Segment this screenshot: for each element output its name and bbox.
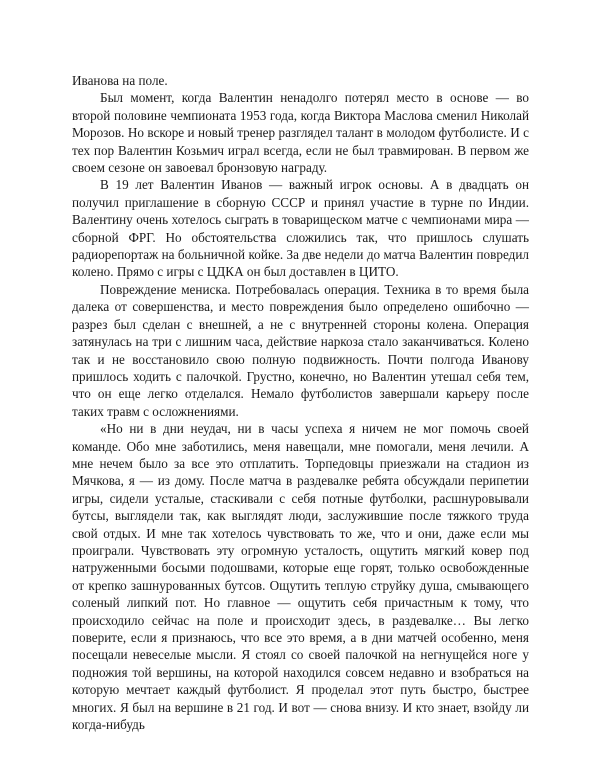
paragraph-meniscus-operation: Повреждение мениска. Потребовалась операция. Техника в то время была далека от совершенства, и место повреждения было определено ошибочно — разрез был сделан с внешней, а не с внутренней стороны колена. Операция затянулась на три с лишним часа, действие наркоза стало заканчиваться. Колено так и не восстановило свою полную подвижность. Почти полгода Иванову пришлось ходить с палочкой. Грустно, конечно, но Валентин утешал себя тем, что он еще легко отделался. Немало футболистов завершали карьеру после таких травм с осложнениями. — [72, 281, 529, 419]
paragraph-continuation: Иванова на поле. — [72, 73, 168, 88]
paragraph-place-in-lineup: Был момент, когда Валентин ненадолго потерял место в основе — во второй половине чемпионата 1953 года, когда Виктора Маслова сменил Николай Морозов. Но вскоре и новый тренер разглядел талант в молодом футболисте. И с тех пор Валентин Козьмич играл всегда, если не был травмирован. В первом же своем сезоне он завоевал бронзовую награду. — [72, 90, 529, 176]
document-page — [72, 72, 529, 733]
paragraph-national-team-injury: В 19 лет Валентин Иванов — важный игрок основы. А в двадцать он получил приглашение в сборную СССР и принял участие в турне по Индии. Валентину очень хотелось сыграть в товарищеском матче с чемпионами мира — сборной ФРГ. Но обстоятельства сложились так, что пришлось слушать радиорепортаж на больничной койке. За две недели до матча Валентин повредил колено. Прямо с игры с ЦДКА он был доставлен в ЦИТО. — [72, 177, 529, 280]
paragraph-quote-memoir: «Но ни в дни неудач, ни в часы успеха я ничем не мог помочь своей команде. Обо мне заботились, меня навещали, мне помогали, меня лечили. А мне нечем было за все это отплатить. Торпедовцы приезжали на стадион из Мячкова, я — из дому. После матча в раздевалке ребята обсуждали перипетии игры, сидели усталые, стаскивали с себя потные футболки, расшнуровывали бутсы, выглядели так, как выглядят люди, заслужившие после тяжкого труда свой отдых. И мне так хотелось чувствовать то же, что и они, даже если мы проиграли. Чувствовать эту огромную усталость, ощутить мягкий ковер под натруженными босыми подошвами, которые еще горят, только освобожденные от крепко зашнурованных бутсов. Ощутить теплую струйку душа, смывающего соленый липкий пот. Но главное — ощутить себя причастным к тому, что происходило сейчас на поле и происходит здесь, в раздевалке… Вы легко поверите, если я признаюсь, что все это время, а в дни матчей особенно, меня посещали невеселые мысли. Я стоял со своей палочкой на негнущейся ноге у подножия той вершины, на которой находился совсем недавно и взобраться на которую мечтает каждый футболист. Я проделал этот путь быстро, быстрее многих. Я был на вершине в 21 год. И вот — снова внизу. И кто знает, взойду ли когда-нибудь — [72, 421, 529, 733]
